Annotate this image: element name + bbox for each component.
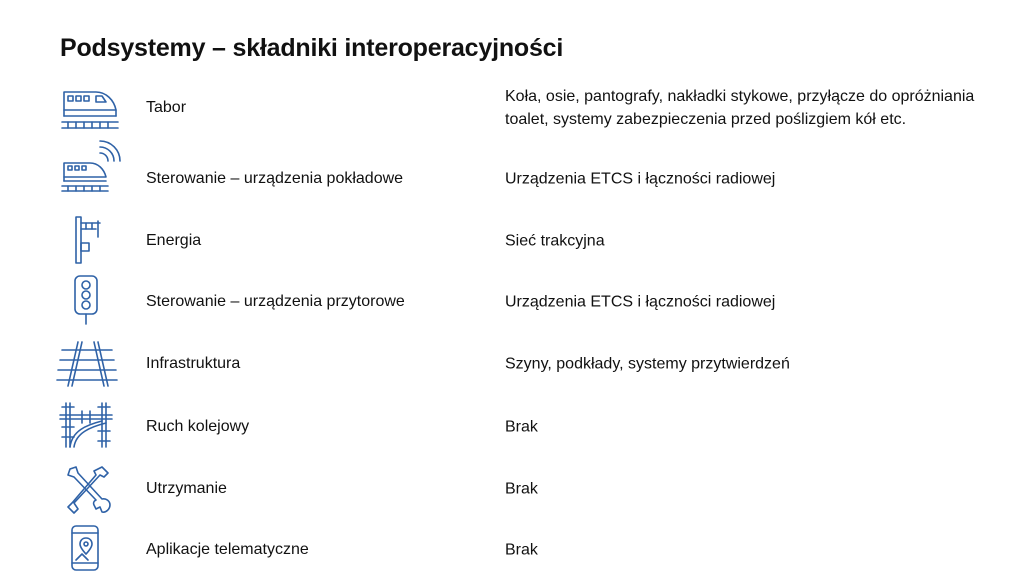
railway-track-icon: [56, 340, 118, 392]
subsystem-description: Szyny, podkłady, systemy przytwierdzeń: [505, 355, 790, 373]
subsystem-name: Sterowanie – urządzenia przytorowe: [146, 293, 405, 310]
subsystem-name: Ruch kolejowy: [146, 418, 250, 435]
subsystem-name: Aplikacje telematyczne: [146, 541, 309, 558]
train-radio-icon: [56, 143, 118, 195]
mobile-map-pin-icon: [56, 524, 118, 576]
subsystem-name: Utrzymanie: [146, 480, 227, 497]
subsystem-name: Infrastruktura: [146, 355, 241, 372]
subsystem-name: Tabor: [146, 99, 187, 116]
wrench-screwdriver-icon: [56, 465, 118, 517]
subsystem-description: Urządzenia ETCS i łączności radiowej: [505, 170, 776, 188]
subsystem-name: Energia: [146, 232, 202, 249]
track-network-icon: [56, 401, 118, 453]
subsystem-description: Brak: [505, 541, 538, 559]
catenary-pole-icon: [56, 215, 118, 267]
slide-title: Podsystemy – składniki interoperacyjności: [60, 34, 564, 62]
subsystem-description: Brak: [505, 418, 538, 436]
subsystem-name: Sterowanie – urządzenia pokładowe: [146, 170, 404, 187]
traffic-signal-icon: [56, 274, 118, 326]
subsystem-description: Urządzenia ETCS i łączności radiowej: [505, 293, 776, 311]
subsystem-description: Sieć trakcyjna: [505, 232, 605, 250]
train-icon: [56, 84, 118, 136]
subsystem-description: Koła, osie, pantografy, nakładki stykowe, przyłącze do opróżniania toalet, systemy zabezpieczenia przed poślizgiem kół etc.: [505, 88, 975, 128]
subsystem-description: Brak: [505, 480, 538, 498]
